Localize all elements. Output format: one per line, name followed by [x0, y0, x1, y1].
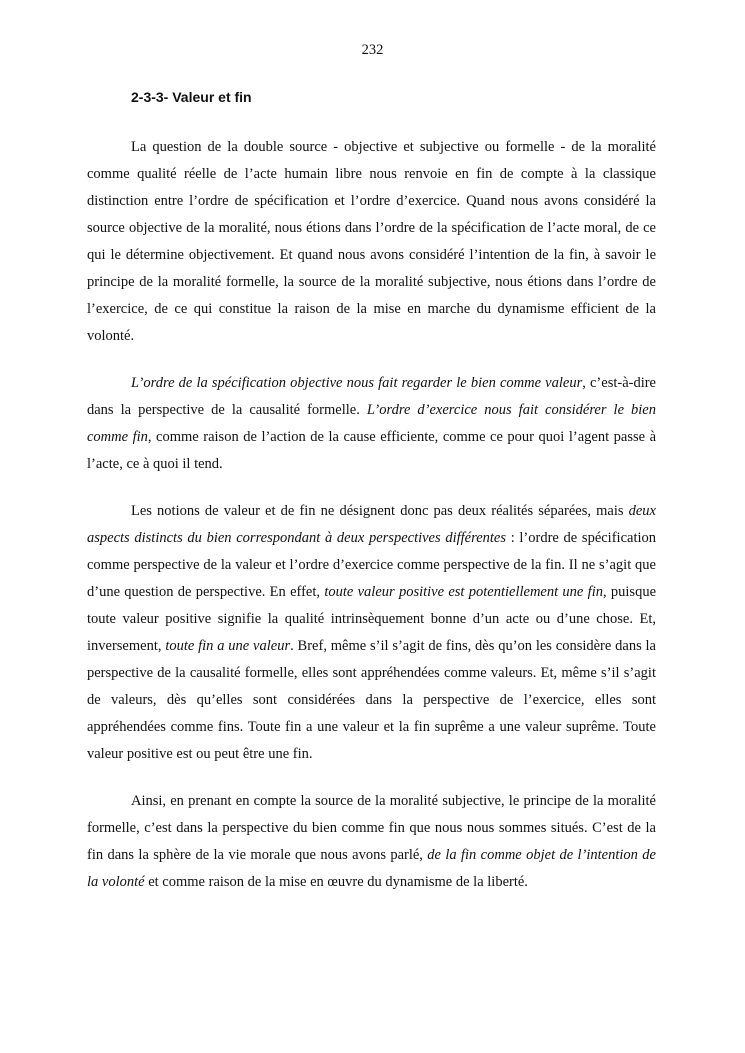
italic-run: toute valeur positive est potentiellement une fin [324, 584, 603, 600]
text-run: et comme raison de la mise en œuvre du dynamisme de la liberté. [144, 874, 528, 890]
paragraph [87, 134, 656, 350]
text-run: Les notions de valeur et de fin ne désignent donc pas deux réalités séparées, mais [131, 503, 629, 519]
italic-run: L’ordre d’exercice nous fait considérer le bien comme fin [87, 402, 656, 445]
text-run: : l’ordre de spécification comme perspective de la valeur et l’ordre d’exercice comme perspective de la fin. Il ne s’agit que d’une question de perspective. En effet, [87, 530, 656, 600]
paragraph [87, 370, 656, 478]
section-heading: 2-3-3- Valeur et fin [131, 89, 252, 105]
italic-run: L’ordre de la spécification objective nous fait regarder le bien comme valeur [131, 375, 583, 391]
italic-run: deux aspects distincts du bien correspondant à deux perspectives différentes [87, 503, 656, 546]
italic-run: toute fin a une valeur [165, 638, 291, 654]
page-number: 232 [361, 42, 384, 58]
text-run: La question de la double source - objective et subjective ou formelle - de la moralité comme qualité réelle de l’acte humain libre nous renvoie en fin de compte à la classique distinction entre l’ordre de spécification et l’ordre d’exercice. Quand nous avons considéré la source objective de la moralité, nous étions dans l’ordre de la spécification de l’acte moral, de ce qui le détermine objectivement. Et quand nous avons considéré l’intention de la fin, à savoir le principe de la moralité formelle, la source de la moralité subjective, nous étions dans l’ordre de l’exercice, de ce qui constitue la raison de la mise en marche du dynamisme efficient de la volonté. [87, 139, 656, 344]
text-run: Ainsi, en prenant en compte la source de la moralité subjective, le principe de la moralité formelle, c’est dans la perspective du bien comme fin que nous nous sommes situés. C’est de la fin dans la sphère de la vie morale que nous avons parlé, [87, 793, 656, 863]
text-run: , c’est-à-dire dans la perspective de la causalité formelle. [87, 375, 656, 418]
text-run: , comme raison de l’action de la cause efficiente, comme ce pour quoi l’agent passe à l’acte, ce à quoi il tend. [87, 429, 656, 472]
paragraph [87, 498, 656, 768]
italic-run: de la fin comme objet de l’intention de la volonté [87, 847, 656, 890]
text-run: . Bref, même s’il s’agit de fins, dès qu’on les considère dans la perspective de la causalité formelle, elles sont appréhendées comme valeurs. Et, même s’il s’agit de valeurs, dès qu’elles sont considérées dans la perspective de l’exercice, elles sont appréhendées comme fins. Toute fin a une valeur et la fin suprême a une valeur suprême. Toute valeur positive est ou peut être une fin. [87, 638, 656, 762]
text-run: , puisque toute valeur positive signifie la qualité intrinsèquement bonne d’un acte ou d’une chose. Et, inversement, [87, 584, 657, 654]
paragraph [87, 788, 656, 896]
body-text [87, 134, 656, 916]
